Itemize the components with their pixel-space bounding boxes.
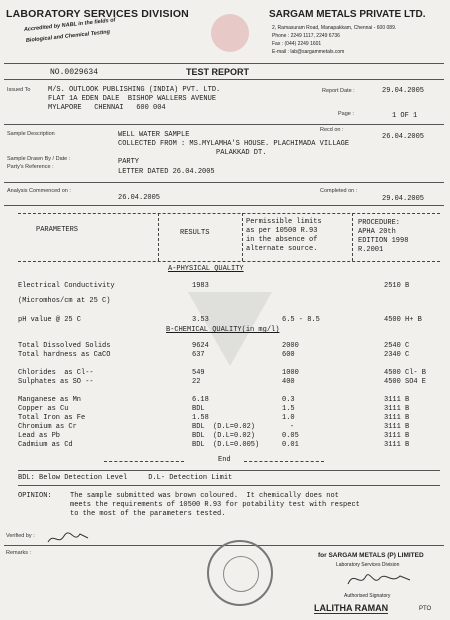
header-procedure-2: APHA 20th [358, 228, 396, 236]
section-b-title: B-CHEMICAL QUALITY(in mg/l) [166, 326, 280, 334]
row-3-param: pH value @ 25 C [18, 316, 82, 324]
row-10-limit: 1.0 [282, 414, 295, 422]
analysis-commenced-label: Analysis Commenced on : [7, 188, 71, 194]
pto-label: PTO [419, 606, 432, 612]
verified-by-label: Verified by : [6, 533, 35, 539]
end-rule-right [244, 461, 324, 462]
row-12-proc: 3111 B [384, 432, 410, 440]
table-col-divider-1 [158, 213, 159, 261]
meta-divider-2 [4, 182, 444, 183]
recd-on-label: Recd on : [320, 127, 344, 133]
row-9-result: BDL [192, 405, 205, 413]
row-3-result: 3.53 [192, 316, 209, 324]
sample-desc-label: Sample Description [7, 131, 55, 137]
row-6-limit: 1000 [282, 369, 299, 377]
row-5-proc: 2340 C [384, 351, 410, 359]
table-col-divider-3 [352, 213, 353, 261]
row-6-result: 549 [192, 369, 205, 377]
drawn-by-line-1: PARTY [118, 158, 140, 166]
lab-title: LABORATORY SERVICES DIVISION [6, 8, 189, 20]
header-limits-3: in the absence of [246, 236, 318, 244]
row-8-limit: 0.3 [282, 396, 295, 404]
row-5-result: 637 [192, 351, 205, 359]
row-4-limit: 2000 [282, 342, 299, 350]
row-9-limit: 1.5 [282, 405, 295, 413]
meta-divider-1 [4, 124, 444, 125]
opinion-line-3: to the most of the parameters tested. [70, 510, 226, 518]
table-bottom-rule [18, 470, 440, 471]
row-11-limit: - [290, 423, 295, 431]
drawn-by-line-2: LETTER DATED 26.04.2005 [118, 168, 215, 176]
header-procedure-4: R.2001 [358, 246, 384, 254]
row-3-proc: 4500 H+ B [384, 316, 422, 324]
company-phone: Phone : 2249 1117, 2249 6736 [272, 33, 340, 39]
accreditation-line-2: Biological and Chemical Testing [25, 29, 111, 44]
row-8-proc: 3111 B [384, 396, 410, 404]
row-6-param: Chlorides as Cl-- [18, 369, 94, 377]
section-a-title: A-PHYSICAL QUALITY [168, 265, 244, 273]
end-rule-left [104, 461, 184, 462]
row-3-limit: 6.5 - 8.5 [282, 316, 320, 324]
row-7-param: Sulphates as SO -- [18, 378, 94, 386]
bdl-rule [18, 485, 440, 486]
opinion-line-2: meets the requirements of 10500 R.93 for potability test with respect [70, 501, 360, 509]
issued-to-line-3: MYLAPORE CHENNAI 600 004 [48, 104, 166, 112]
completed-label: Completed on : [320, 188, 358, 194]
row-10-proc: 3111 B [384, 414, 410, 422]
issued-to-line-2: FLAT 1A EDEN DALE BISHOP WALLERS AVENUE [48, 95, 217, 103]
company-address: 2, Ramasuram Road, Manapakkam, Chennai - 600 089. [272, 25, 397, 31]
row-7-proc: 4500 SO4 E [384, 378, 427, 386]
title-divider [4, 79, 444, 80]
header-procedure-3: EDITION 1998 [358, 237, 409, 245]
remarks-label: Remarks : [6, 550, 32, 556]
recd-on-value: 26.04.2005 [382, 133, 425, 141]
row-4-proc: 2540 C [384, 342, 410, 350]
row-6-proc: 4500 Cl- B [384, 369, 427, 377]
row-12-limit: 0.05 [282, 432, 299, 440]
accreditation-line-1: Accredited by NABL in the fields of [23, 17, 116, 33]
row-11-result: BDL (D.L=0.02) [192, 423, 256, 431]
row-4-param: Total Dissolved Solids [18, 342, 111, 350]
red-stamp-mark [211, 14, 249, 52]
row-1-param: Electrical Conductivity [18, 282, 115, 290]
row-12-param: Lead as Pb [18, 432, 61, 440]
header-limits-4: alternate source. [246, 245, 318, 253]
row-5-param: Total hardness as CaCO [18, 351, 111, 359]
company-name: SARGAM METALS PRIVATE LTD. [269, 9, 426, 20]
report-title: TEST REPORT [186, 67, 250, 77]
report-number: NO.0029634 [50, 68, 99, 77]
row-1-result: 1983 [192, 282, 209, 290]
row-8-param: Manganese as Mn [18, 396, 82, 404]
row-11-proc: 3111 B [384, 423, 410, 431]
row-13-param: Cadmium as Cd [18, 441, 73, 449]
table-top-rule [18, 213, 440, 214]
company-seal [207, 540, 273, 606]
row-9-proc: 3111 B [384, 405, 410, 413]
row-12-result: BDL (D.L=0.02) [192, 432, 256, 440]
sample-desc-line-1: WELL WATER SAMPLE [118, 131, 190, 139]
party-ref-label: Party's Reference : [7, 164, 54, 170]
sample-desc-line-3: PALAKKAD DT. [216, 149, 267, 157]
lab-services-division: Laboratory Services Division [336, 562, 400, 568]
authorised-signature [344, 566, 414, 592]
row-9-param: Copper as Cu [18, 405, 69, 413]
company-email: E-mail : lab@sargammetals.com [272, 49, 345, 55]
row-2-param: (Micromhos/cm at 25 C) [18, 297, 111, 305]
opinion-label: OPINION: [18, 492, 52, 500]
issued-to-label: Issued To [7, 87, 31, 93]
header-limits-2: as per 10500 R.93 [246, 227, 318, 235]
sample-desc-line-2: COLLECTED FROM : MS.MYLAMHA'S HOUSE. PLACHIMADA VILLAGE [118, 140, 350, 148]
row-13-result: BDL (D.L=0.005) [192, 441, 260, 449]
row-4-result: 9624 [192, 342, 209, 350]
row-13-proc: 3111 B [384, 441, 410, 449]
header-results: RESULTS [180, 229, 210, 237]
row-10-param: Total Iron as Fe [18, 414, 86, 422]
bdl-note: BDL: Below Detection Level D.L- Detection Limit [18, 474, 233, 482]
row-7-limit: 400 [282, 378, 295, 386]
header-divider [4, 63, 444, 64]
signatory-name: LALITHA RAMAN [314, 603, 389, 613]
table-col-divider-2 [242, 213, 243, 261]
seal-inner-ring [223, 556, 259, 592]
row-10-result: 1.58 [192, 414, 209, 422]
page-label: Page : [338, 111, 354, 117]
table-header-rule [18, 261, 440, 262]
row-7-result: 22 [192, 378, 201, 386]
header-limits-1: Permissible limits [246, 218, 322, 226]
for-company: for SARGAM METALS (P) LIMITED [318, 552, 424, 559]
opinion-line-1: The sample submitted was brown coloured. It chemically does not [70, 492, 339, 500]
row-11-param: Chromium as Cr [18, 423, 77, 431]
meta-divider-3 [4, 205, 444, 206]
row-13-limit: 0.01 [282, 441, 299, 449]
report-date-label: Report Date : [322, 88, 355, 94]
row-8-result: 6.18 [192, 396, 209, 404]
company-fax: Fax : (044) 2249 1601 [272, 41, 322, 47]
analysis-commenced-value: 26.04.2005 [118, 194, 161, 202]
issued-to-line-1: M/S. OUTLOOK PUBLISHING (INDIA) PVT. LTD. [48, 86, 221, 94]
report-date: 29.04.2005 [382, 87, 425, 95]
completed-value: 29.04.2005 [382, 195, 425, 203]
page-number: 1 OF 1 [392, 112, 418, 120]
row-1-proc: 2510 B [384, 282, 410, 290]
header-procedure-1: PROCEDURE: [358, 219, 401, 227]
authorised-signatory: Authorised Signatory [344, 593, 391, 599]
header-parameters: PARAMETERS [36, 226, 79, 234]
drawn-by-label: Sample Drawn By / Date : [7, 156, 71, 162]
row-5-limit: 600 [282, 351, 295, 359]
table-end-text: End [218, 456, 231, 464]
